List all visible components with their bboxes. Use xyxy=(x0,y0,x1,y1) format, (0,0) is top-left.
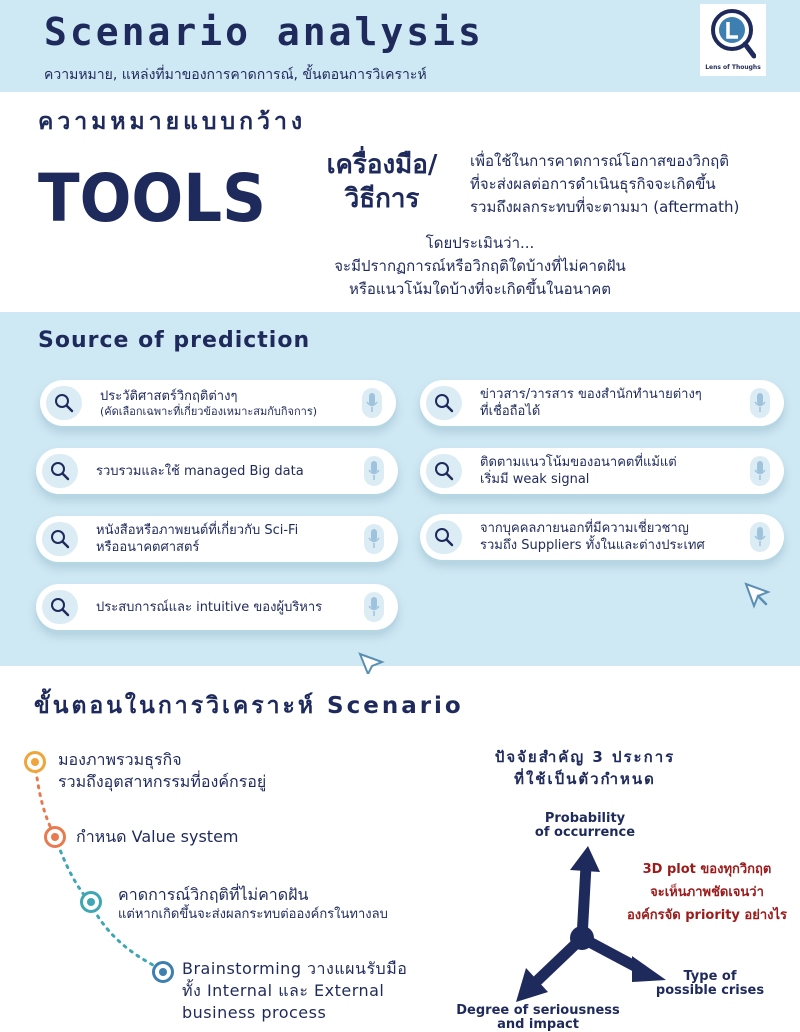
source-text xyxy=(96,448,352,494)
definition-heading: ความหมายแบบกว้าง xyxy=(38,109,307,135)
tool-description xyxy=(470,150,739,219)
source-line1: ข่าวสาร/วารสาร ของสำนักทำนายต่างๆ xyxy=(480,387,702,402)
source-line1: จากบุคคลภายนอกที่มีความเชี่ยวชาญ xyxy=(480,521,689,536)
source-search-bar[interactable] xyxy=(420,514,784,560)
factors-heading-line2: ที่ใช้เป็นตัวกำหนด xyxy=(514,770,656,788)
step-text xyxy=(118,884,388,924)
search-icon xyxy=(46,386,82,420)
steps-heading: ขั้นตอนในการวิเคราะห์ Scenario xyxy=(34,693,464,719)
search-icon xyxy=(42,454,78,488)
microphone-icon xyxy=(750,456,770,486)
logo-text: Lens of Thoughs xyxy=(705,64,761,71)
desc-line: รวมถึงผลกระทบที่จะตามมา (aftermath) xyxy=(470,198,740,216)
step-line2: รวมถึงอุตสาหกรรมที่องค์กรอยู่ xyxy=(58,772,267,791)
magnifier-logo-icon xyxy=(710,8,756,64)
step-line1: Brainstorming วางแผนรับมือ xyxy=(182,959,408,978)
axis-label-line: of occurrence xyxy=(534,825,636,840)
source-line1: ติดตามแนวโน้มของอนาคตที่แม้แต่ xyxy=(480,455,677,470)
search-icon xyxy=(42,522,78,556)
tool-label-line2: วิธีการ xyxy=(344,184,420,214)
step-line1: มองภาพรวมธุรกิจ xyxy=(58,750,182,769)
axis-label-line: Type of xyxy=(683,969,737,984)
microphone-icon xyxy=(364,524,384,554)
desc-line: ที่จะส่งผลต่อการดำเนินธุรกิจจะเกิดขึ้น xyxy=(470,175,716,193)
desc-line: เพื่อใช้ในการคาดการณ์โอกาสของวิกฤติ xyxy=(470,152,729,170)
search-icon xyxy=(426,520,462,554)
source-line2: หรืออนาคตศาสตร์ xyxy=(96,540,200,555)
sources-section xyxy=(0,312,800,666)
source-search-bar[interactable] xyxy=(36,516,398,562)
microphone-icon xyxy=(750,522,770,552)
source-line2: รวมถึง Suppliers ทั้งในและต่างประเทศ xyxy=(480,538,705,553)
factors-heading xyxy=(470,746,700,790)
factors-heading-line1: ปัจจัยสำคัญ 3 ประการ xyxy=(494,748,676,766)
microphone-icon xyxy=(364,456,384,486)
search-icon xyxy=(426,386,462,420)
axis-label-type xyxy=(648,970,772,998)
axis-label-line: and impact xyxy=(497,1017,579,1032)
step-line2: แต่หากเกิดขึ้นจะส่งผลกระทบต่อองค์กรในทางลบ xyxy=(118,907,388,922)
source-text xyxy=(480,380,738,426)
source-line2: ที่เชื่อถือได้ xyxy=(480,404,541,419)
tools-logotype xyxy=(38,166,268,228)
plot-note xyxy=(622,858,792,927)
source-search-bar[interactable] xyxy=(36,584,398,630)
page-subtitle: ความหมาย, แหล่งที่มาของการคาดการณ์, ขั้นตอนการวิเคราะห์ xyxy=(44,67,427,83)
source-line2: (คัดเลือกเฉพาะที่เกี่ยวข้องเหมาะสมกับกิจการ) xyxy=(100,404,318,418)
source-line1: ประสบการณ์และ intuitive ของผู้บริหาร xyxy=(96,599,323,615)
note-line: จะเห็นภาพชัดเจนว่า xyxy=(650,885,764,900)
source-text xyxy=(480,514,738,560)
step-line1: กำหนด Value system xyxy=(76,827,239,846)
step-line1: คาดการณ์วิกฤติที่ไม่คาดฝัน xyxy=(118,885,309,904)
tool-label xyxy=(302,148,462,216)
source-line1: ประวัติศาสตร์วิกฤติต่างๆ xyxy=(100,388,238,404)
cursor-icon xyxy=(742,580,774,612)
logo xyxy=(700,4,766,76)
sources-heading: Source of prediction xyxy=(38,328,311,353)
eval-line: หรือแนวโน้มใดบ้างที่จะเกิดขึ้นในอนาคต xyxy=(348,280,612,298)
source-text xyxy=(480,448,738,494)
tool-evaluation xyxy=(280,232,680,301)
axis-label-line: Probability xyxy=(544,811,626,826)
source-search-bar[interactable] xyxy=(420,380,784,426)
axis-label-line: Degree of seriousness xyxy=(456,1003,620,1018)
tools-word-text: TOOLS xyxy=(38,166,266,228)
step-line2: ทั้ง Internal และ External xyxy=(182,981,385,1000)
microphone-icon xyxy=(362,388,382,418)
cursor-icon xyxy=(356,650,388,674)
page-title: Scenario analysis xyxy=(44,10,484,54)
note-line: 3D plot ของทุกวิกฤต xyxy=(642,862,772,877)
source-search-bar[interactable] xyxy=(40,380,396,426)
note-line: องค์กรจัด priority อย่างไร xyxy=(626,908,788,923)
eval-line: โดยประเมินว่า... xyxy=(425,234,535,252)
source-text xyxy=(100,380,350,426)
source-line2: เริ่มมี weak signal xyxy=(480,472,590,487)
eval-line: จะมีปรากฏการณ์หรือวิกฤติใดบ้างที่ไม่คาดฝัน xyxy=(334,257,626,275)
axis-label-degree xyxy=(440,1004,636,1032)
step-marker xyxy=(152,961,174,983)
step-marker xyxy=(80,891,102,913)
source-search-bar[interactable] xyxy=(420,448,784,494)
source-line1: รวบรวมและใช้ managed Big data xyxy=(96,463,304,479)
source-line1: หนังสือหรือภาพยนต์ที่เกี่ยวกับ Sci-Fi xyxy=(96,523,299,538)
axis-label-probability xyxy=(520,812,650,840)
step-line3: business process xyxy=(182,1003,327,1022)
axis-label-line: possible crises xyxy=(655,983,765,998)
source-text xyxy=(96,516,352,562)
microphone-icon xyxy=(364,592,384,622)
header-banner xyxy=(0,0,800,92)
step-text xyxy=(182,958,407,1024)
tool-label-line1: เครื่องมือ/ xyxy=(326,150,438,180)
source-search-bar[interactable] xyxy=(36,448,398,494)
step-text xyxy=(76,826,239,848)
search-icon xyxy=(426,454,462,488)
step-marker xyxy=(44,826,66,848)
step-text xyxy=(58,749,266,793)
source-text xyxy=(96,584,352,630)
step-marker xyxy=(24,751,46,773)
microphone-icon xyxy=(750,388,770,418)
search-icon xyxy=(42,590,78,624)
